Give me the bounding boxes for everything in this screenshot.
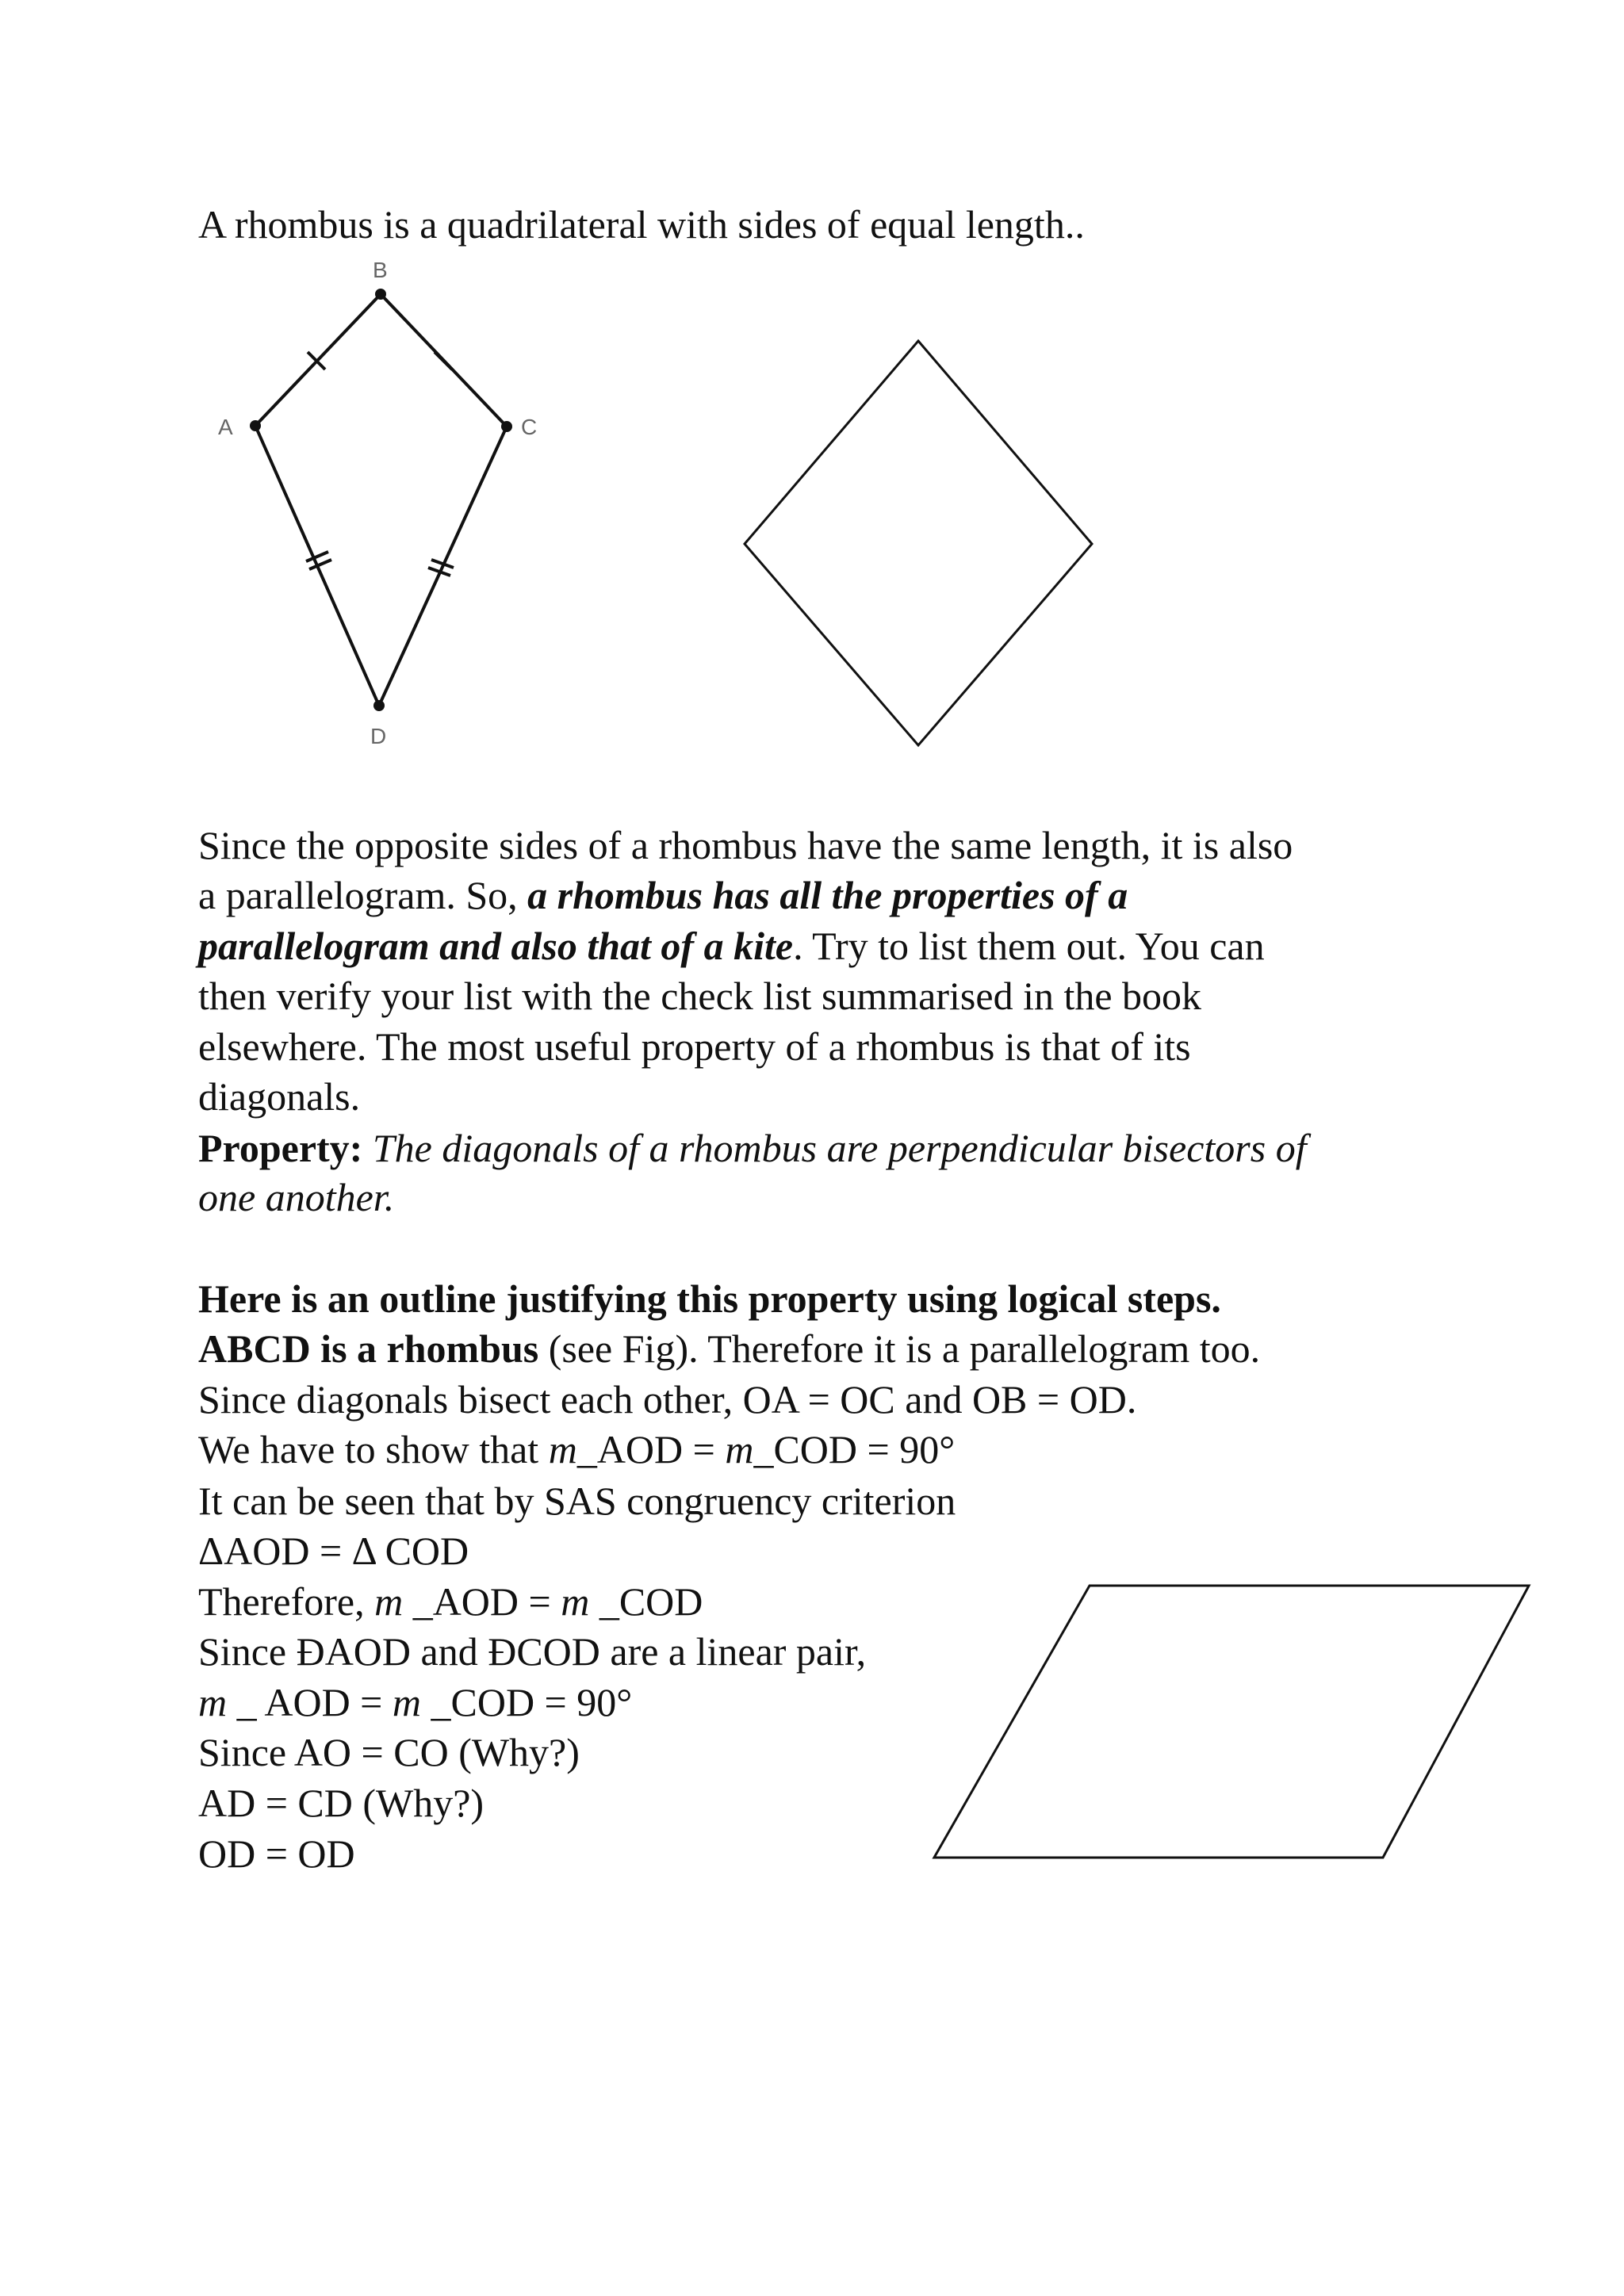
body-line-3-emphasis: parallelogram and also that of a kite	[198, 924, 794, 968]
kite-label-d: D	[370, 724, 387, 748]
outline-line-10: Since AO = CO (Why?)	[198, 1730, 580, 1774]
property-text-1: The diagonals of a rhombus are perpendicular bisectors of	[362, 1126, 1307, 1170]
outline-l4c: _COD = 90°	[753, 1427, 956, 1471]
outline-line-11: AD = CD (Why?)	[198, 1781, 485, 1825]
outline-l7b: _AOD =	[403, 1579, 561, 1624]
outline-l9b: _ AOD =	[227, 1680, 393, 1724]
outline-l4m2: m	[725, 1427, 754, 1471]
kite-label-a: A	[218, 415, 233, 439]
outline-l9c: _COD = 90°	[420, 1680, 633, 1724]
outline-l4a: We have to show that	[198, 1427, 549, 1471]
outline-l7m1: m	[374, 1579, 404, 1624]
outline-line-6: ΔAOD = Δ COD	[198, 1529, 469, 1573]
body-line-5: elsewhere. The most useful property of a rhombus is that of its	[198, 1024, 1191, 1069]
body-line-2-text: a parallelogram. So,	[198, 873, 528, 917]
outline-l7c: _COD	[589, 1579, 703, 1624]
outline-heading: Here is an outline justifying this property using logical steps.	[198, 1276, 1221, 1321]
outline-l4b: _AOD =	[576, 1427, 726, 1471]
outline-line-5: It can be seen that by SAS congruency criterion	[198, 1479, 956, 1523]
outline-l9m2: m	[392, 1680, 421, 1724]
property-label: Property:	[198, 1126, 363, 1170]
body-line-2-emphasis: a rhombus has all the properties of a	[527, 873, 1128, 917]
body-line-3-text: . Try to list them out. You can	[793, 924, 1265, 968]
body-line-6: diagonals.	[198, 1074, 361, 1119]
intro-text: A rhombus is a quadrilateral with sides of equal length..	[198, 202, 1085, 247]
outline-line-2-text: (see Fig). Therefore it is a parallelogram too.	[538, 1326, 1261, 1371]
outline-l7m2: m	[561, 1579, 590, 1624]
kite-label-c: C	[521, 415, 538, 439]
outline-l7a: Therefore,	[198, 1579, 375, 1624]
outline-abcd: ABCD is a rhombus	[198, 1326, 539, 1371]
outline-line-8: Since ĐAOD and ĐCOD are a linear pair,	[198, 1629, 867, 1674]
outline-l9m1: m	[198, 1680, 228, 1724]
outline-line-12: OD = OD	[198, 1831, 355, 1876]
outline-l4m1: m	[548, 1427, 577, 1471]
body-line-4: then verify your list with the check list summarised in the book	[198, 974, 1202, 1018]
kite-label-b: B	[373, 258, 388, 282]
outline-line-3: Since diagonals bisect each other, OA = OC and OB = OD.	[198, 1377, 1137, 1422]
property-line-2: one another.	[198, 1175, 395, 1219]
body-line-1: Since the opposite sides of a rhombus have the same length, it is also	[198, 823, 1293, 867]
